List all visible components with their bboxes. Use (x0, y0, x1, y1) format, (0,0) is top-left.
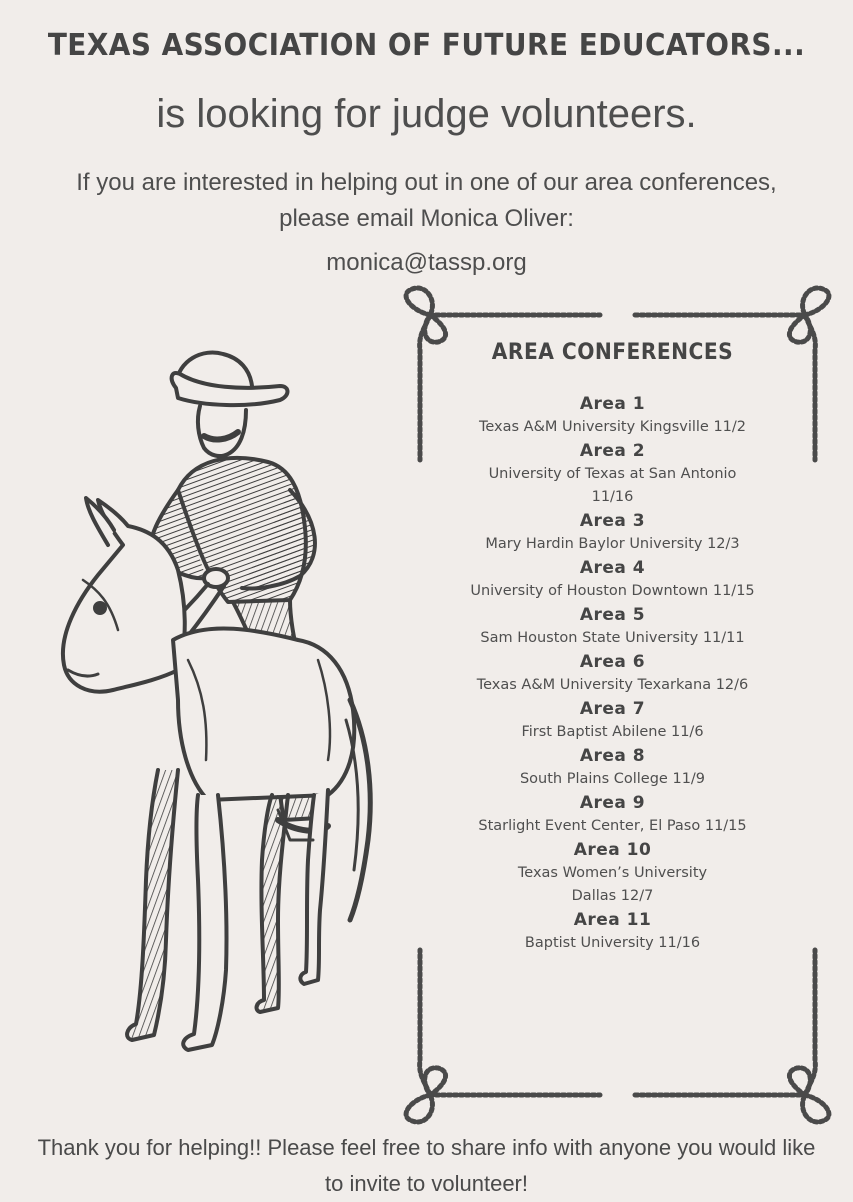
area-name: Area 1 (579, 394, 646, 414)
page-subtitle: is looking for judge volunteers. (156, 92, 697, 136)
area-name: Area 10 (573, 840, 652, 860)
list-item (420, 604, 805, 650)
area-detail: First Baptist Abilene 11/6 (521, 724, 704, 740)
list-item (420, 393, 805, 439)
contact-email: monica@tassp.org (326, 249, 527, 276)
area-name: Area 8 (579, 746, 646, 766)
list-item (420, 698, 805, 744)
area-name: Area 5 (579, 605, 646, 625)
intro-text: If you are interested in helping out in one of our area conferences, please email Monica Oliver: (76, 169, 777, 232)
area-detail: Sam Houston State University 11/11 (480, 630, 745, 646)
area-detail: Texas A&M University Texarkana 12/6 (476, 677, 749, 693)
list-item (420, 745, 805, 791)
area-name: Area 2 (579, 441, 646, 461)
area-name: Area 6 (579, 652, 646, 672)
list-item (420, 909, 805, 955)
area-detail: University of Houston Downtown 11/15 (470, 583, 755, 599)
area-detail: Texas Women’s University Dallas 12/7 (517, 865, 708, 904)
area-detail: Mary Hardin Baylor University 12/3 (485, 536, 740, 552)
area-name: Area 7 (579, 699, 646, 719)
area-name: Area 9 (579, 793, 646, 813)
conference-list (420, 393, 805, 956)
area-name: Area 3 (579, 511, 646, 531)
area-detail: University of Texas at San Antonio 11/16 (488, 466, 737, 505)
closing-text: Thank you for helping!! Please feel free to share info with anyone you would like to invite to volunteer! (37, 1135, 816, 1196)
conferences-title: AREA CONFERENCES (491, 340, 734, 365)
area-detail: Texas A&M University Kingsville 11/2 (478, 419, 747, 435)
list-item (420, 557, 805, 603)
list-item (420, 792, 805, 838)
list-item (420, 510, 805, 556)
area-detail: South Plains College 11/9 (519, 771, 706, 787)
list-item (420, 440, 805, 509)
area-detail: Starlight Event Center, El Paso 11/15 (478, 818, 747, 834)
list-item (420, 651, 805, 697)
page-title: TEXAS ASSOCIATION OF FUTURE EDUCATORS... (47, 28, 806, 63)
area-name: Area 4 (579, 558, 646, 578)
area-detail: Baptist University 11/16 (524, 935, 701, 951)
cowboy-on-horse-icon (28, 340, 398, 1080)
area-name: Area 11 (573, 910, 652, 930)
list-item (420, 839, 805, 908)
